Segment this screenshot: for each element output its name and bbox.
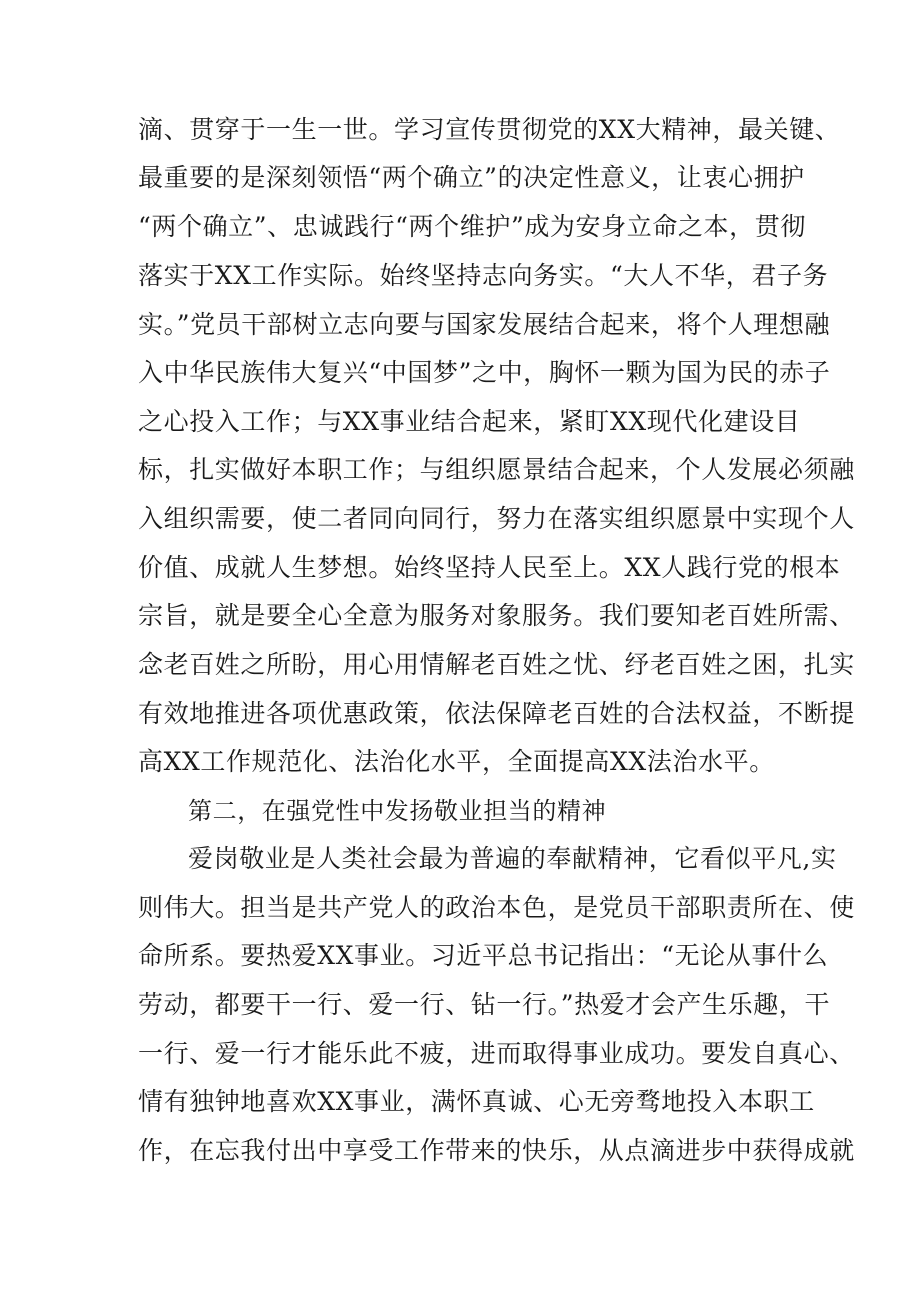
body-text-line: 标，扎实做好本职工作；与组织愿景结合起来，个人发展必须融 bbox=[138, 455, 855, 484]
body-text-line: “两个确立”、忠诚践行“两个维护”成为安身立命之本，贯彻 bbox=[138, 212, 806, 241]
body-text-line: 实。”党员干部树立志向要与国家发展结合起来，将个人理想融 bbox=[138, 310, 831, 339]
body-text-line: 有效地推进各项优惠政策，依法保障老百姓的合法权益，不断提 bbox=[138, 699, 855, 728]
body-text-line: 劳动，都要干一行、爱一行、钻一行。”热爱才会产生乐趣，干 bbox=[138, 990, 831, 1019]
body-text-line: 一行、爱一行才能乐此不疲，进而取得事业成功。要发自真心、 bbox=[138, 1039, 855, 1068]
section-heading: 第二，在强党性中发扬敬业担当的精神 bbox=[188, 797, 607, 825]
body-text-line: 作，在忘我付出中享受工作带来的快乐，从点滴进步中获得成就 bbox=[138, 1136, 855, 1165]
body-text-line: 价值、成就人生梦想。始终坚持人民至上。XX人践行党的根本 bbox=[138, 553, 841, 582]
body-text-line: 念老百姓之所盼，用心用情解老百姓之忧、纾老百姓之困，扎实 bbox=[138, 650, 855, 679]
body-text-line: 宗旨，就是要全心全意为服务对象服务。我们要知老百姓所需、 bbox=[138, 601, 855, 630]
body-text-line: 落实于XX工作实际。始终坚持志向务实。“大人不华，君子务 bbox=[138, 261, 829, 290]
body-text-line: 爱岗敬业是人类社会最为普遍的奉献精神，它看似平凡,实 bbox=[188, 844, 837, 873]
body-text-line: 最重要的是深刻领悟“两个确立”的决定性意义，让衷心拥护 bbox=[138, 163, 805, 192]
body-text-line: 之心投入工作；与XX事业结合起来，紧盯XX现代化建设目 bbox=[138, 407, 801, 436]
body-text-line: 入中华民族伟大复兴“中国梦”之中，胸怀一颗为国为民的赤子 bbox=[138, 358, 831, 387]
body-text-line: 情有独钟地喜欢XX事业，满怀真诚、心无旁骛地投入本职工 bbox=[138, 1087, 815, 1116]
body-text-line: 高XX工作规范化、法治化水平，全面提高XX法治水平。 bbox=[138, 747, 775, 776]
body-text-line: 入组织需要，使二者同向同行，努力在落实组织愿景中实现个人 bbox=[138, 504, 855, 533]
body-text-line: 则伟大。担当是共产党人的政治本色，是党员干部职责所在、使 bbox=[138, 893, 855, 922]
body-text-line: 滴、贯穿于一生一世。学习宣传贯彻党的XX大精神，最关键、 bbox=[138, 115, 841, 144]
body-text-line: 命所系。要热爱XX事业。习近平总书记指出：“无论从事什么 bbox=[138, 941, 829, 970]
